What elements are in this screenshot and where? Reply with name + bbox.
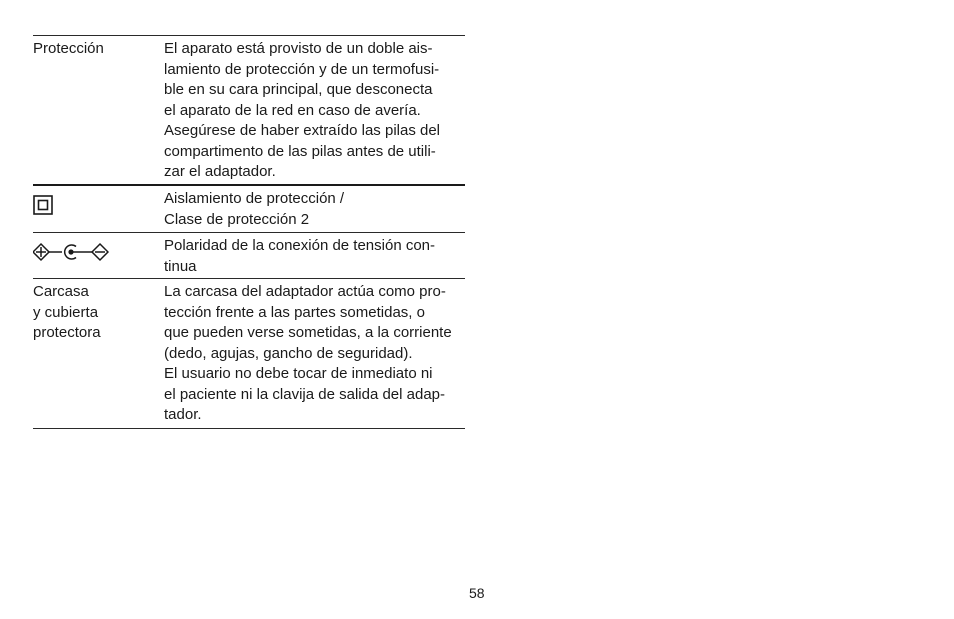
description-line: tinua [164,257,197,275]
description-line: zar el adaptador. [164,163,276,180]
description-cell [164,233,465,278]
term-cell [33,36,164,184]
symbol-explanation-table [33,35,465,429]
description-line: el aparato de la red en caso de avería. [164,101,421,119]
description-cell [164,186,465,232]
description-cell [164,279,465,428]
table-row [33,186,465,233]
description-line: Polaridad de la conexión de tensión con- [164,237,436,254]
description-line: (dedo, agujas, gancho de seguridad). [164,344,413,362]
description-line: Aislamiento de protección / [164,190,345,207]
term-text: protectora [33,324,101,341]
description-line: Asegúrese de haber extraído las pilas del [164,122,441,139]
description-line: que pueden verse sometidas, a la corriente [164,324,452,341]
dc-polarity-icon [33,242,109,269]
description-line: lamiento de protección y de un termofusi- [164,60,440,78]
description-line: tección frente a las partes sometidas, o [164,303,425,321]
table-row [33,233,465,279]
description-line: El usuario no debe tocar de inmediato ni [164,365,433,382]
term-text: y cubierta [33,303,99,321]
table-row [33,279,465,429]
term-cell [33,279,164,428]
description-line: ble en su cara principal, que desconecta [164,81,433,98]
description-line: compartimento de las pilas antes de utili- [164,142,436,160]
double-insulation-icon [33,195,53,222]
description-line: el paciente ni la clavija de salida del adap- [164,385,446,403]
description-line: tador. [164,406,202,423]
symbol-cell [33,233,164,278]
description-cell [164,36,465,184]
page-number: 58 [469,585,485,601]
table-row [33,36,465,186]
description-line: El aparato está provisto de un doble ais- [164,40,433,57]
term-text: Protección [33,40,104,57]
description-line: Clase de protección 2 [164,210,310,228]
symbol-cell [33,186,164,232]
term-text: Carcasa [33,283,89,300]
description-line: La carcasa del adaptador actúa como pro- [164,283,446,300]
